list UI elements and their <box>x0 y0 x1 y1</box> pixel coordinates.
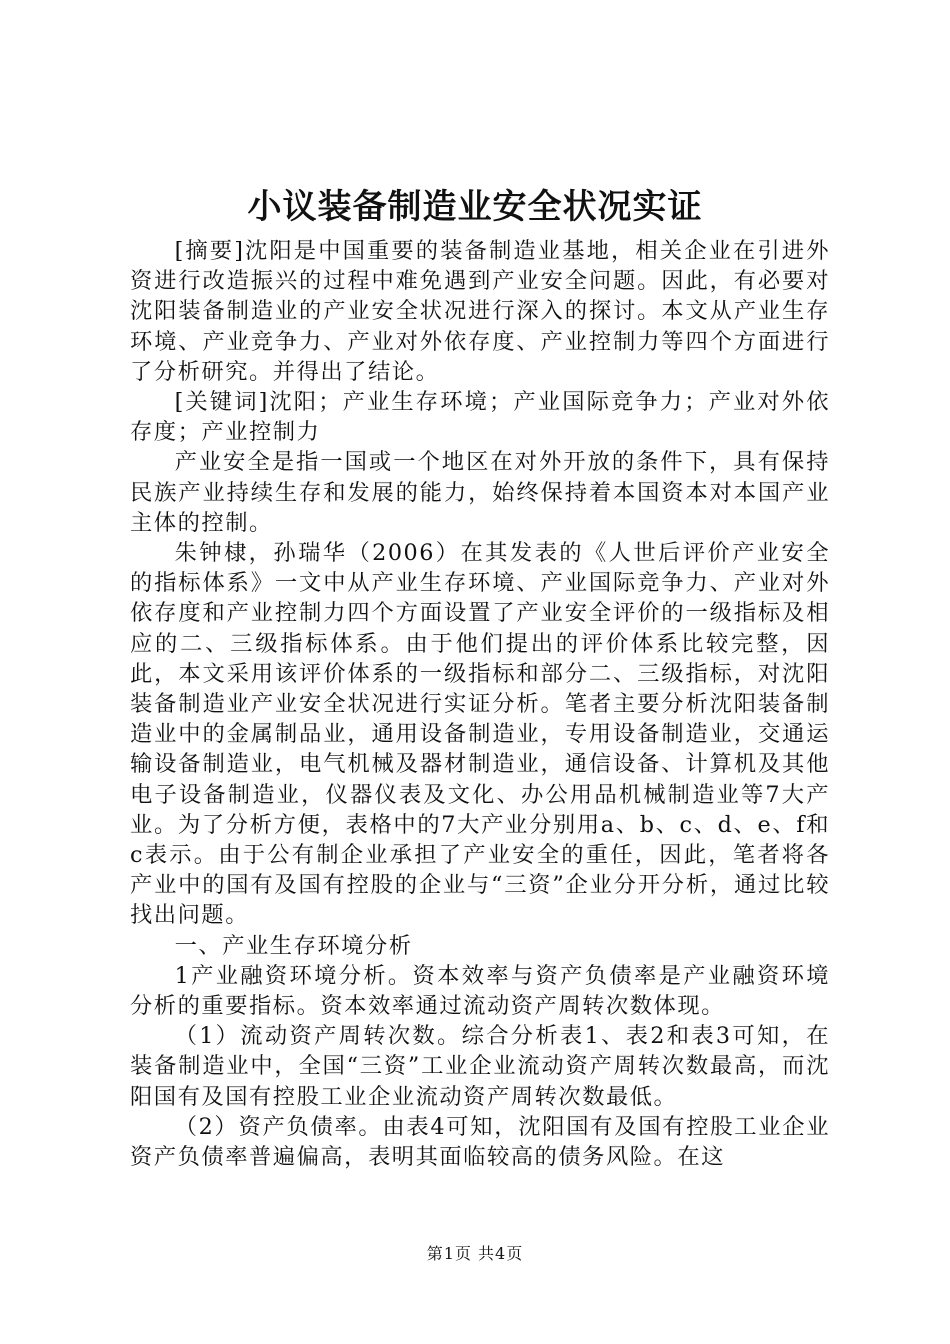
body-paragraph: 朱钟棣，孙瑞华（2006）在其发表的《人世后评价产业安全的指标体系》一文中从产业生存环境、产业国际竞争力、产业对外依存度和产业控制力四个方面设置了产业安全评价的一级指标及相应的二、三级指标体系。由于他们提出的评价体系比较完整，因此，本文采用该评价体系的一级指标和部分二、三级指标，对沈阳装备制造业产业安全状况进行实证分析。笔者主要分析沈阳装备制造业中的金属制品业，通用设备制造业，专用设备制造业，交通运输设备制造业，电气机械及器材制造业，通信设备、计算机及其他电子设备制造业，仪器仪表及文化、办公用品机械制造业等7大产业。为了分析方便，表格中的7大产业分别用a、b、c、d、e、f和c表示。由于公有制企业承担了产业安全的重任，因此，笔者将各产业中的国有及国有控股的企业与“三资”企业分开分析，通过比较找出问题。 <box>130 540 830 929</box>
body-paragraph: （1）流动资产周转次数。综合分析表1、表2和表3可知，在装备制造业中，全国“三资”工业企业流动资产周转次数最高，而沈阳国有及国有控股工业企业流动资产周转次数最低。 <box>130 1023 830 1110</box>
keywords-paragraph: [关键词]沈阳；产业生存环境；产业国际竞争力；产业对外依存度；产业控制力 <box>130 389 830 446</box>
body-paragraph: 1产业融资环境分析。资本效率与资产负债率是产业融资环境分析的重要指标。资本效率通过流动资产周转次数体现。 <box>130 962 830 1020</box>
section-heading: 一、产业生存环境分析 <box>174 932 413 959</box>
body-paragraph: 产业安全是指一国或一个地区在对外开放的条件下，具有保持民族产业持续生存和发展的能力，始终保持着本国资本对本国产业主体的控制。 <box>130 449 830 536</box>
abstract-paragraph: [摘要]沈阳是中国重要的装备制造业基地，相关企业在引进外资进行改造振兴的过程中难免遇到产业安全问题。因此，有必要对沈阳装备制造业的产业安全状况进行深入的探讨。本文从产业生存环境、产业竞争力、产业对外依存度、产业控制力等四个方面进行了分析研究。并得出了结论。 <box>130 238 830 385</box>
document-title: 小议装备制造业安全状况实证 <box>247 187 703 227</box>
body-paragraph: （2）资产负债率。由表4可知，沈阳国有及国有控股工业企业资产负债率普遍偏高，表明其面临较高的债务风险。在这 <box>130 1113 830 1171</box>
document-body <box>130 236 830 1172</box>
page-footer: 第1页 共4页 <box>426 1244 524 1263</box>
